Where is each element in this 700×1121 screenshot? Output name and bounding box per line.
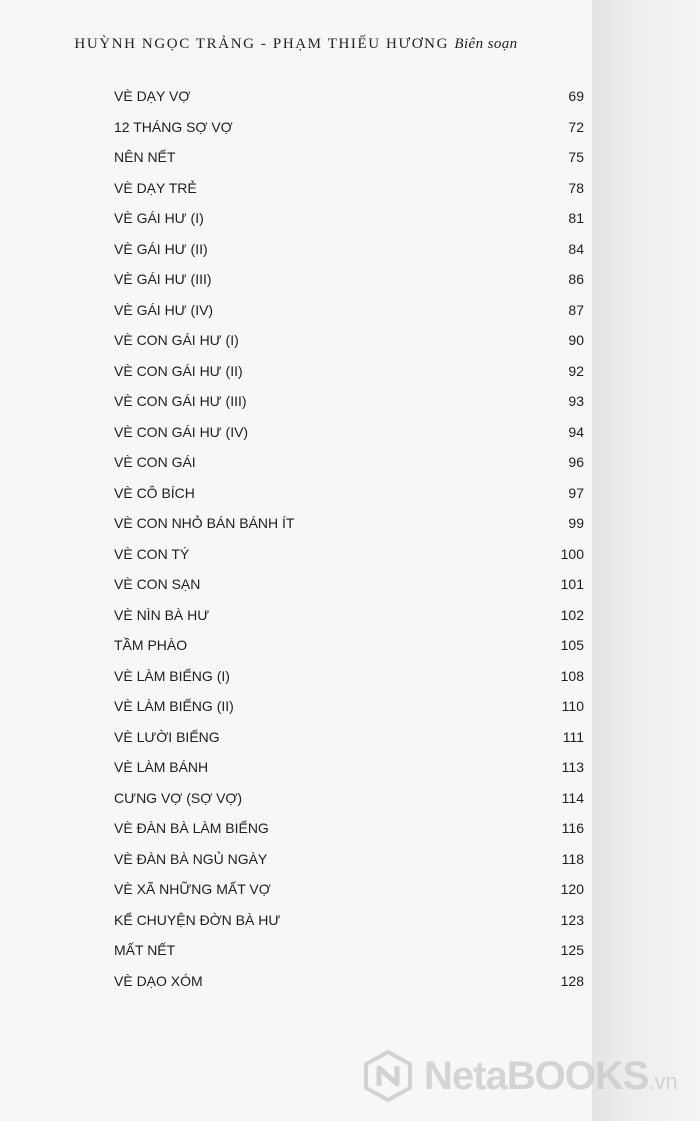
toc-entry-page-number: 100 xyxy=(560,545,584,562)
header-authors: HUỲNH NGỌC TRẢNG - PHẠM THIẾU HƯƠNG xyxy=(74,36,450,52)
toc-entry xyxy=(114,790,588,821)
toc-entry-title: VÈ LÀM BIẾNG (I) xyxy=(114,667,230,684)
toc-entry-title: VÈ LÀM BIẾNG (II) xyxy=(114,698,234,714)
toc-entry-page-number: 105 xyxy=(560,637,584,653)
toc-entry-page-number: 90 xyxy=(568,332,584,348)
toc-entry-title: VÈ CON GÁI HƯ (III) xyxy=(114,393,247,409)
toc-entry-title: VÈ CON GÁI HƯ (II) xyxy=(114,362,243,379)
netabooks-logo-icon xyxy=(362,1050,414,1102)
toc-entry xyxy=(114,210,588,241)
toc-entry-title: VÈ DẠY TRẺ xyxy=(114,179,197,196)
toc-entry xyxy=(114,149,588,180)
toc-entry-page-number: 102 xyxy=(560,606,584,623)
toc-entry xyxy=(114,363,588,394)
toc-entry xyxy=(114,881,588,912)
toc-entry-title: VÈ CON GÁI HƯ (I) xyxy=(114,332,239,348)
toc-entry-title: VÈ CON GÁI xyxy=(114,454,196,470)
toc-entry-title: VÈ GÁI HƯ (I) xyxy=(114,210,204,226)
toc-entry xyxy=(114,637,588,668)
running-header xyxy=(0,36,592,53)
toc-entry xyxy=(114,546,588,577)
toc-entry-page-number: 118 xyxy=(561,850,584,867)
toc-entry-page-number: 78 xyxy=(568,179,584,196)
toc-entry-title: TẦM PHÀO xyxy=(114,637,188,653)
toc-entry-page-number: 72 xyxy=(568,118,584,135)
toc-entry xyxy=(114,668,588,699)
toc-entry-title: VÈ GÁI HƯ (II) xyxy=(114,240,208,257)
toc-entry-title: VÈ CÔ BÍCH xyxy=(114,484,195,501)
toc-entry-title: VÈ LÀM BÁNH xyxy=(114,759,209,775)
toc-entry-title: VÈ DẠO XÓM xyxy=(114,972,203,989)
page-gutter xyxy=(592,0,700,1121)
toc-entry xyxy=(114,607,588,638)
toc-entry-page-number: 81 xyxy=(568,210,584,226)
toc-entry-page-number: 69 xyxy=(568,88,584,104)
toc-entry-title: VÈ CON TÝ xyxy=(114,545,190,562)
toc-entry-page-number: 108 xyxy=(560,667,584,684)
toc-entry-page-number: 86 xyxy=(568,271,584,287)
toc-entry-page-number: 84 xyxy=(568,240,584,257)
watermark-brand: NetaBOOKS xyxy=(424,1053,649,1098)
toc-entry-page-number: 113 xyxy=(561,759,584,775)
toc-entry-title: VÈ GÁI HƯ (IV) xyxy=(114,301,214,318)
toc-entry-page-number: 114 xyxy=(561,789,584,806)
toc-entry-page-number: 96 xyxy=(568,454,584,470)
toc-entry-page-number: 110 xyxy=(561,698,584,714)
toc-entry-page-number: 101 xyxy=(560,576,584,592)
toc-entry-page-number: 99 xyxy=(568,515,584,531)
toc-entry xyxy=(114,973,588,1004)
toc-entry xyxy=(114,332,588,363)
toc-entry-page-number: 92 xyxy=(568,362,584,379)
toc-entry-title: MẤT NẾT xyxy=(114,942,176,958)
toc-entry-title: NÊN NẾT xyxy=(114,149,176,165)
watermark xyxy=(362,1044,682,1108)
toc-entry-title: VÈ ĐÀN BÀ NGỦ NGÀY xyxy=(114,850,268,867)
table-of-contents xyxy=(114,88,588,1003)
toc-entry xyxy=(114,515,588,546)
toc-entry-page-number: 75 xyxy=(568,149,584,165)
toc-entry xyxy=(114,485,588,516)
toc-entry-title: VÈ NÌN BÀ HƯ xyxy=(114,606,210,623)
toc-entry xyxy=(114,729,588,760)
toc-entry-page-number: 93 xyxy=(568,393,584,409)
toc-entry xyxy=(114,576,588,607)
toc-entry xyxy=(114,759,588,790)
toc-entry-title: VÈ CON SẠN xyxy=(114,576,201,592)
toc-entry-title: CƯNG VỢ (SỢ VỢ) xyxy=(114,789,243,806)
toc-entry-title: VÈ CON NHỎ BÁN BÁNH ÍT xyxy=(114,515,295,531)
toc-entry-page-number: 120 xyxy=(560,881,584,897)
toc-entry xyxy=(114,851,588,882)
toc-entry xyxy=(114,820,588,851)
toc-entry xyxy=(114,180,588,211)
toc-entry xyxy=(114,393,588,424)
toc-entry-title: 12 THÁNG SỢ VỢ xyxy=(114,118,233,135)
watermark-text xyxy=(424,1054,678,1099)
toc-entry xyxy=(114,119,588,150)
toc-entry-title: VÈ LƯỜI BIẾNG xyxy=(114,728,220,745)
toc-entry-title: VÈ CON GÁI HƯ (IV) xyxy=(114,423,249,440)
toc-entry xyxy=(114,271,588,302)
toc-entry-title: VÈ DẠY VỢ xyxy=(114,88,191,104)
toc-entry-page-number: 87 xyxy=(568,301,584,318)
header-editor-role: Biên soạn xyxy=(454,36,518,52)
toc-entry-page-number: 97 xyxy=(568,484,584,501)
toc-entry xyxy=(114,302,588,333)
toc-entry-page-number: 94 xyxy=(568,423,584,440)
toc-entry xyxy=(114,424,588,455)
toc-entry-page-number: 111 xyxy=(562,728,584,745)
toc-entry-title: VÈ XÃ NHỮNG MẤT VỢ xyxy=(114,881,271,897)
toc-entry xyxy=(114,88,588,119)
toc-entry xyxy=(114,912,588,943)
toc-entry-page-number: 128 xyxy=(560,972,584,989)
toc-entry-page-number: 116 xyxy=(561,820,584,836)
watermark-domain: .vn xyxy=(648,1068,678,1094)
toc-entry-title: KỂ CHUYỆN ĐỜN BÀ HƯ xyxy=(114,911,281,928)
toc-entry-title: VÈ GÁI HƯ (III) xyxy=(114,271,212,287)
toc-entry xyxy=(114,942,588,973)
toc-entry-title: VÈ ĐÀN BÀ LÀM BIẾNG xyxy=(114,820,269,836)
toc-entry-page-number: 123 xyxy=(560,911,584,928)
toc-entry xyxy=(114,241,588,272)
toc-entry xyxy=(114,698,588,729)
toc-entry xyxy=(114,454,588,485)
toc-entry-page-number: 125 xyxy=(560,942,584,958)
